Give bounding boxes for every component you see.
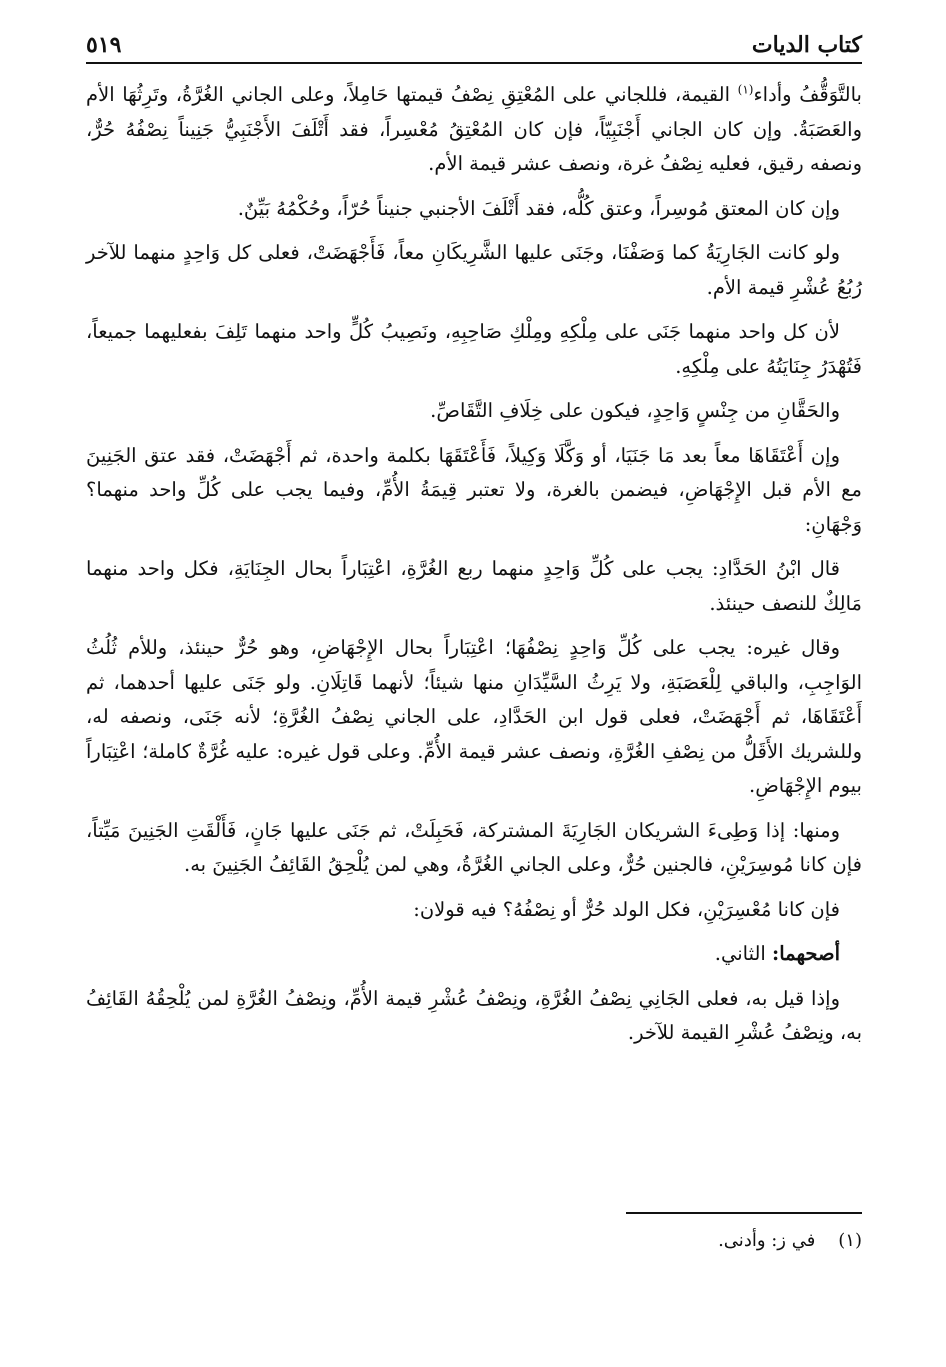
page-header: [86, 30, 862, 64]
book-page: [86, 30, 862, 1330]
paragraph-2: وإن كان المعتق مُوسِراً، وعتق كُلُّه، فقد أَتْلَفَ الأجنبي جنيناً حُرّاً، وحُكْمُهُ بَيِّنٌ.: [237, 196, 840, 220]
paragraph-7: قال ابْنُ الحَدَّادِ: يجب على كُلِّ وَاحِدٍ منهما ربع الغُرَّةِ، اعْتِبَاراً بحال الجِنَايَةِ، فكل واحد منهما مَالِكٌ للنصف حينئذ.: [86, 557, 862, 615]
bold-lead: أصحهما:: [772, 942, 840, 965]
page-number: ٥١٩: [86, 32, 122, 58]
paragraph-8: وقال غيره: يجب على كُلِّ وَاحِدٍ نِصْفُهَا؛ اعْتِبَاراً بحال الإِجْهَاضِ، وهو حُرٌّ حينئذ، وللأم ثُلُثُ الوَاجِبِ، والباقي لِلْعَصَبَةِ، ولا يَرِثُ السَّيِّدَانِ منها شيئاً؛ لأنهما قَاتِلَانِ. ولو جَنَى عليها أحدهما، ثم أَعْتَقَاهَا، ثم أَجْهَضَتْ، فعلى قول ابن الحَدَّادِ، على الجاني نِصْفُ الغُرَّةِ؛ لأنه جَنَى، ونصفه له، وللشريك الأَقَلُّ من نِصْفِ الغُرَّةِ، ونصف عشر قيمة الأُمِّ. وعلى قول غيره: عليه غُرَّةٌ كاملة؛ اعْتِبَاراً بيوم الإِجْهَاضِ.: [86, 636, 862, 797]
paragraph-text: الثاني.: [714, 942, 773, 965]
paragraph-1: [86, 78, 862, 182]
footnote: [718, 1228, 862, 1254]
footnote-marker: (١): [838, 1230, 862, 1251]
main-text: [86, 78, 862, 1051]
paragraph-10: فإن كانا مُعْسِرَيْنِ، فكل الولد حُرٌّ أو نِصْفُهُ؟ فيه قولان:: [413, 897, 840, 921]
footnote-divider: [626, 1212, 862, 1214]
paragraph-3: ولو كانت الجَارِيَةُ كما وَصَفْنَا، وجَنَى عليها الشَّرِيكَانِ معاً، فَأَجْهَضَتْ، فعلى كل وَاحِدٍ منهما للآخر رُبُعُ عُشْرِ قيمة الأم.: [86, 241, 862, 299]
paragraph-4: لأن كل واحد منهما جَنَى على مِلْكِهِ ومِلْكِ صَاحِبِهِ، ونَصِيبُ كُلٍّ واحد منهما تَلِفَ بفعليهما جميعاً، فَتُهْدَرُ جِنَايَتُهُ على مِلْكِهِ.: [86, 320, 862, 378]
book-title: كتاب الديات: [751, 32, 862, 58]
footnote-reference: (١): [737, 82, 754, 97]
paragraph-5: والحَقَّانِ من جِنْسٍ وَاحِدٍ، فيكون على خِلَافِ التَّقَاصِّ.: [430, 399, 840, 422]
paragraph-text: بالتَّوَقُّفُ وأداء: [753, 83, 862, 106]
paragraph-text: القيمة، فللجاني على المُعْتِقِ نِصْفُ قيمتها حَامِلاً، وعلى الجاني الغُرَّةُ، وتَرِثُهَا الأم والعَصَبَةُ. وإن كان الجاني أَجْنَبِيّاً، فإن كان المُعْتِقُ مُعْسِراً، فقد أَتْلَفَ الأَجْنَبِيُّ جَنِيناً نِصْفُهُ حُرٌّ، ونصفه رقيق، فعليه نِصْفُ غرة، ونصف عشر قيمة الأم.: [86, 83, 862, 175]
paragraph-9: ومنها: إذا وَطِىءَ الشريكان الجَارِيَةَ المشتركة، فَحَبِلَتْ، ثم جَنَى عليها جَانٍ، فَأَلْقَتِ الجَنِينَ مَيِّتاً، فإن كانا مُوسِرَيْنِ، فالجنين حُرٌّ، وعلى الجاني الغُرَّةُ، وهي لمن يُلْحِقُ القَائِفُ الجَنِينَ به.: [86, 818, 862, 876]
paragraph-12: وإذا قيل به، فعلى الجَانِي نِصْفُ الغُرَّةِ، ونِصْفُ عُشْرِ قيمة الأُمِّ، ونِصْفُ الغُرَّةِ لمن يُلْحِقُهُ القَائِفُ به، ونِصْفُ عُشْرِ القيمة للآخر.: [86, 986, 862, 1044]
footnote-text: في ز: وأدنى.: [718, 1230, 816, 1251]
paragraph-6: وإن أَعْتَقَاهَا معاً بعد مَا جَنَيَا، أو وَكَّلَا وَكِيلاً، فَأَعْتَقَهَا بكلمة واحدة، ثم أَجْهَضَتْ، فقد عتق الجَنِينَ مع الأم قبل الإِجْهَاضِ، فيضمن بالغرة، ولا تعتبر قِيمَةُ الأُمِّ، وفيما يجب على كُلِّ واحد منهما؟ وَجْهَانِ:: [86, 443, 862, 536]
paragraph-11: [86, 937, 862, 972]
